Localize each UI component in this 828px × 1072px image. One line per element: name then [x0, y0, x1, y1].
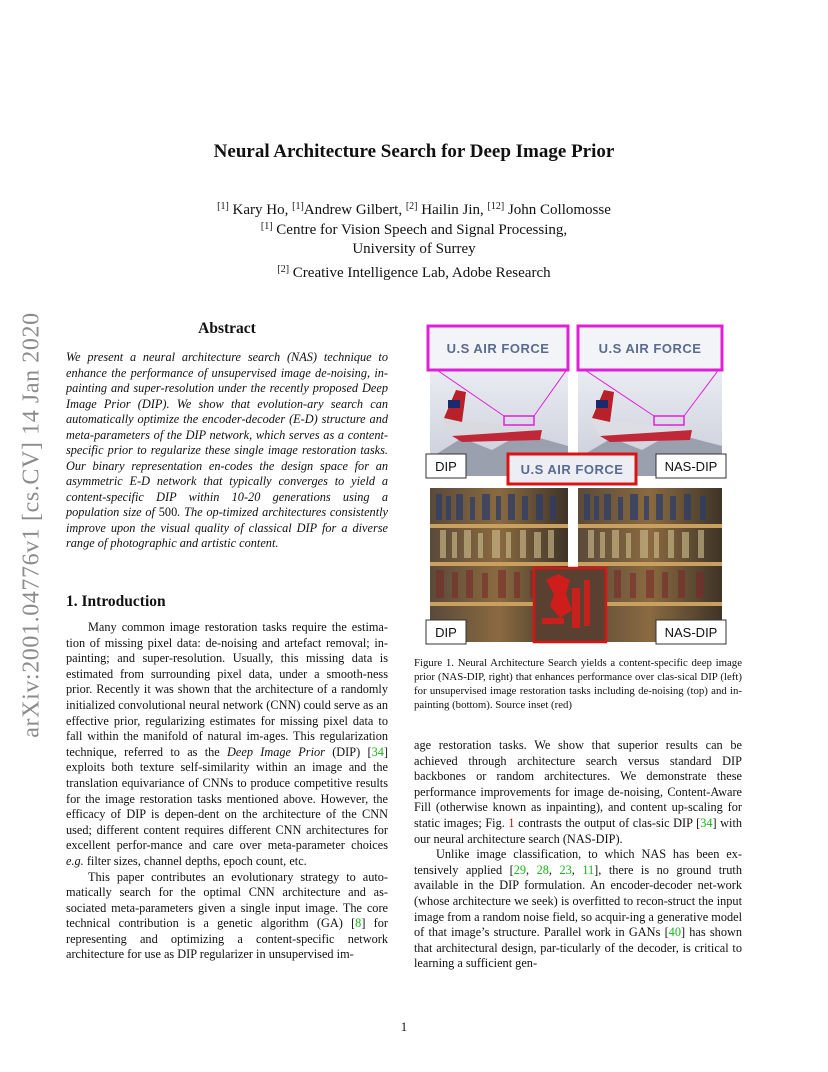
label-text: NAS-DIP: [664, 625, 718, 640]
text-run: Unlike image classification, to which NAS has been ex-tensively applied [: [414, 847, 742, 877]
citation-link[interactable]: 23: [559, 862, 572, 877]
paper-title: Neural Architecture Search for Deep Image Prior: [213, 141, 615, 162]
left-column-text: [66, 620, 388, 963]
text-run: ,: [571, 862, 583, 877]
abstract-part: We present a neural architecture search (NAS) technique to enhance the performance of unsupervised image de-noising, in-painting and super-resolution under the recently proposed Deep Image Prior (DIP). We show that evolution-ary search can automatically optimize the encoder-decoder (E-D) structure and meta-parameters of the DIP network, which serves as a content-specific prior to regularize these single image restoration tasks. Our binary representation en-codes the design space for an asymmetric E-D network that typically converges to yield a content-specific DIP within 10-20 generations using a population size of: [66, 350, 388, 519]
text-run: (DIP) [: [324, 744, 372, 759]
text-run: ] with our neural architecture search (NAS-DIP).: [414, 815, 743, 846]
abstract-part: . The op-timized architectures consistently improve upon the visual quality of classical DIP for a diverse range of photographic and artistic content.: [66, 505, 388, 550]
text-italic: Deep Image Prior: [227, 744, 325, 759]
abstract-pop-size: 500: [158, 505, 178, 519]
affiliation-text: Centre for Vision Speech and Signal Processing,: [276, 221, 568, 238]
inset-text: U.S AIR FORCE: [446, 341, 550, 356]
affiliation-mark: [1]: [260, 220, 273, 232]
text-run: ,: [525, 862, 537, 877]
text-run: age restoration tasks. We show that superior results can be achieved through architecture search versus standard DIP backbones or random architectures. We demonstrate these performance improvements for image de-noising, Content-Aware Fill (otherwise known as inpainting), and content up-scaling for static images; Fig.: [414, 738, 742, 830]
text-run: ] for representing and optimizing a content-specific network architecture for use as DIP regularizer in unsupervised im-: [66, 916, 388, 962]
author-mark: [1]: [292, 201, 304, 212]
inset-text: U.S AIR FORCE: [520, 462, 624, 477]
arxiv-stamp: [2, 290, 62, 760]
figure-1-graphic: [422, 318, 732, 646]
intro-paragraph-1: [66, 620, 388, 870]
figure-1: [422, 318, 732, 646]
label-text: NAS-DIP: [664, 459, 718, 474]
nas-dip-label-bottom: [656, 620, 726, 644]
citation-link[interactable]: 40: [668, 925, 681, 940]
affiliation-2: [60, 265, 768, 282]
citation-link[interactable]: 29: [513, 862, 526, 877]
text-italic: e.g.: [66, 853, 84, 868]
page-number: 1: [400, 1020, 408, 1034]
text-run: This paper contributes an evolutionary strategy to auto-matically search for the optimal CNN architecture and as-sociated meta-parameters given a single input image. The core technical contribution is a genetic algorithm (GA) [: [66, 869, 388, 931]
dip-label-top: [426, 454, 466, 478]
citation-link[interactable]: 34: [371, 744, 384, 759]
affiliation-line-2: University of Surrey: [352, 241, 476, 257]
author-name: Andrew Gilbert,: [303, 202, 403, 218]
abstract-heading: Abstract: [198, 320, 256, 337]
author-name: John Collomosse: [507, 202, 611, 218]
right-column-text: [414, 738, 742, 972]
dip-label-bottom: [426, 620, 466, 644]
affiliation-mark: [2]: [277, 264, 290, 275]
label-text: DIP: [435, 459, 457, 474]
intro-paragraph-4: [414, 847, 742, 972]
label-text: DIP: [435, 625, 457, 640]
author-name: Kary Ho,: [232, 202, 289, 218]
source-inset: [508, 454, 636, 484]
affiliation-line: [60, 221, 768, 241]
author-block: [60, 201, 768, 260]
text-run: ] has shown that architectural design, par-ticularly of the decoder, is critical to learning a sufficient gen-: [414, 925, 742, 971]
affiliation-text: Creative Intelligence Lab, Adobe Research: [292, 265, 551, 281]
section-heading: 1. Introduction: [66, 593, 166, 610]
arxiv-id: arXiv:2001.04776v1 [cs.CV] 14 Jan 2020: [18, 312, 45, 738]
author-mark: [2]: [405, 201, 418, 212]
text-run: ], there is no ground truth available in the DIP formulation. An encoder-decoder net-work (whose architecture we seek) is overfitted to recon-struct the input image from a random noise field, so acquir-ing a generative model of that image’s structure. Parallel work in GANs [: [414, 862, 742, 940]
text-run: ,: [548, 862, 560, 877]
source-inpaint-inset: [534, 568, 606, 642]
author-mark: [1]: [217, 201, 229, 212]
citation-link[interactable]: 34: [700, 815, 713, 830]
dip-zoom-inset: [428, 326, 568, 370]
text-run: Many common image restoration tasks require the estima-tion of missing pixel data: de-noising and artefact removal; in-painting; and super-resolution. Usually, this missing data is estimated from surrounding pixel data, under a smooth-ness prior. Recently it was shown that the architecture of a randomly initialized convolutional neural network (CNN) could serve as an effective prior, regularizing estimates for missing pixel data to fall within the manifold of natural im-ages. This regularization technique, referred to as the: [66, 620, 388, 759]
nas-dip-zoom-inset: [578, 326, 722, 370]
figure-caption: Figure 1. Neural Architecture Search yields a content-specific deep image prior (NAS-DIP, right) that enhances performance over clas-sical DIP (left) for unsupervised image restoration tasks including de-noising (top) and in-painting (bottom). Source inset (red): [414, 657, 742, 711]
author-name: Hailin Jin,: [421, 202, 484, 218]
inset-text: U.S AIR FORCE: [598, 341, 702, 356]
citation-link[interactable]: 11: [582, 862, 595, 877]
text-run: filter sizes, channel depths, epoch count, etc.: [83, 853, 307, 868]
nas-dip-label-top: [656, 454, 726, 478]
intro-paragraph-2: [66, 870, 388, 964]
author-mark: [12]: [487, 201, 505, 212]
author-line: [60, 201, 768, 221]
text-run: contrasts the output of clas-sic DIP [: [514, 815, 701, 830]
abstract-text: [66, 350, 388, 552]
citation-link[interactable]: 8: [355, 916, 362, 931]
intro-paragraph-3: [414, 738, 742, 847]
citation-link[interactable]: 28: [536, 862, 549, 877]
figure-link[interactable]: 1: [508, 815, 515, 830]
text-run: ] exploits both texture self-similarity within an image and the translation equivariance of CNNs to produce competitive results for the image restoration tasks mentioned above. However, the efficacy of DIP is depen-dent on the architecture of the CNN used; different content requires different CNN architectures for excellent perfor-mance and care over meta-parameter choices: [66, 744, 388, 853]
